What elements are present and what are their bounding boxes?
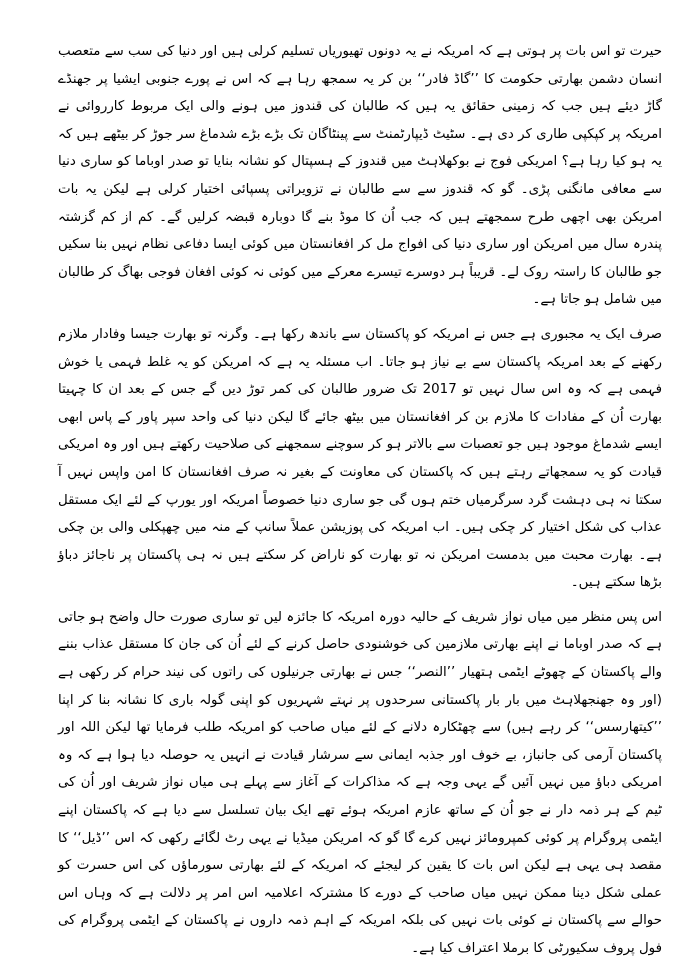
- paragraph-1: حیرت تو اس بات پر ہوتی ہے کہ امریکہ نے یہ دونوں تھیوریاں تسلیم کرلی ہیں اور دنیا کی سب سے متعصب انسان دشمن بھارتی حکومت کا ’’گاڈ فادر‘‘ بن کر یہ سمجھ رہا ہے کہ اس نے پورے جنوبی ایشیا پر جھنڈے گاڑ دیئے ہیں جب کہ زمینی حقائق یہ ہیں کہ طالبان کی قندوز میں ہونے والی ایک مربوط کارروائی نے امریکہ پر کپکپی طاری کر دی ہے۔ سٹیٹ ڈیپارٹمنٹ سے پینٹاگان تک بڑے بڑے شدماغ سر جوڑ کر بیٹھے ہیں کہ یہ ہو کیا رہا ہے؟ امریکی فوج نے بوکھلاہٹ میں قندوز کے ہسپتال کو نشانہ بنایا تو صدر اوباما کو ساری دنیا سے معافی مانگنی پڑی۔ گو کہ قندوز سے سے طالبان نے تزویراتی پسپائی اختیار کرلی ہے لیکن یہ بات امریکن بھی اچھی طرح سمجھتے ہیں کہ جب اُن کا موڈ بنے گا دوبارہ قبضہ کرلیں گے۔ کم از کم گزشتہ پندرہ سال میں امریکن اور ساری دنیا کی افواج مل کر افغانستان میں کوئی ایسا دفاعی نظام نہیں بنا سکیں جو طالبان کا راستہ روک لے۔ قریباً ہر دوسرے تیسرے معرکے میں کوئی نہ کوئی افغان فوجی بھاگ کر طالبان میں شامل ہو جاتا ہے۔: [58, 44, 662, 308]
- paragraph-3: اس پس منظر میں میاں نواز شریف کے حالیہ دورہ امریکہ کا جائزہ لیں تو ساری صورت حال واضح ہو جاتی ہے کہ صدر اوباما نے اپنے بھارتی ملازمین کی خوشنودی حاصل کرنے کے لئے اُن کی جان کا مستقل عذاب بننے والے پاکستان کے چھوٹے ایٹمی ہتھیار ’’النصر‘‘ جس نے بھارتی جرنیلوں کی راتوں کی نیند حرام کر رکھی ہے (اور وہ جھنجھلاہٹ میں بار بار پاکستانی سرحدوں پر نہتے شہریوں کو اپنی گولہ باری کا نشانہ بنا کر اپنا ’’کیتھارسس‘‘ کر رہے ہیں) سے چھٹکارہ دلانے کے لئے میاں صاحب کو امریکہ طلب فرمایا تھا لیکن اللہ اور پاکستان آرمی کی جانباز، بے خوف اور جذبہ ایمانی سے سرشار قیادت نے انہیں یہ حوصلہ دیا ہوا ہے کہ وہ امریکی دباؤ میں نہیں آئیں گے یہی وجہ ہے کہ مذاکرات کے آغاز سے پہلے ہی میاں نواز شریف اور اُن کی ٹیم کے ہر ذمہ دار نے جو اُن کے ساتھ عازم امریکہ ہوئے تھے ایک بیان تسلسل سے دیا ہے کہ پاکستان اپنے ایٹمی پروگرام پر کوئی کمپرومائز نہیں کرے گا گو کہ امریکن میڈیا نے یہی رٹ لگائے رکھی کہ اس ’’ڈیل‘‘ کا مقصد ہی یہی ہے لیکن اس بات کا یقین کر لیجئے کہ امریکہ کے لئے بھارتی سورماؤں کی اس حسرت کو عملی شکل دینا ممکن نہیں میاں صاحب کے دورے کا مشترکہ اعلامیہ اس امر پر دلالت ہے کہ وہاں اس حوالے سے پاکستان نے کوئی بات نہیں کی بلکہ امریکہ کے اہم ذمہ داروں نے پاکستان کے ایٹمی پروگرام کی فول پروف سکیورٹی کا برملا اعتراف کیا ہے۔: [58, 609, 662, 956]
- paragraph-2: صرف ایک یہ مجبوری ہے جس نے امریکہ کو پاکستان سے باندھ رکھا ہے۔ وگرنہ تو بھارت جیسا وفادار ملازم رکھنے کے بعد امریکہ پاکستان سے بے نیاز ہو جاتا۔ اب مسئلہ یہ ہے کہ امریکن کو یہ غلط فہمی یا خوش فہمی ہے کہ وہ اس سال نہیں تو 2017 تک ضرور طالبان کی کمر توڑ دیں گے جس کے بعد ان کا چہیتا بھارت اُن کے مفادات کا ملازم بن کر افغانستان میں بیٹھ جائے گا لیکن دنیا کی واحد سپر پاور کے پاس ابھی ایسے شدماغ موجود ہیں جو تعصبات سے بالاتر ہو کر سوچنے سمجھنے کی صلاحیت رکھتے ہیں اور وہ امریکی قیادت کو یہ سمجھاتے رہتے ہیں کہ پاکستان کی معاونت کے بغیر نہ صرف افغانستان کا امن واپس نہیں آ سکتا نہ ہی دہشت گرد سرگرمیاں ختم ہوں گی جو ساری دنیا خصوصاً امریکہ اور یورپ کے لئے ایک مستقل عذاب کی شکل اختیار کر چکی ہیں۔ اب امریکہ کی پوزیشن عملاً سانپ کے منہ میں چھپکلی والی بن چکی ہے۔ بھارت محبت میں بدمست امریکن نہ تو بھارت کو ناراض کر سکتے ہیں نہ ہی پاکستان پر ناجائز دباؤ بڑھا سکتے ہیں۔: [58, 326, 662, 591]
- article-body: [58, 38, 662, 956]
